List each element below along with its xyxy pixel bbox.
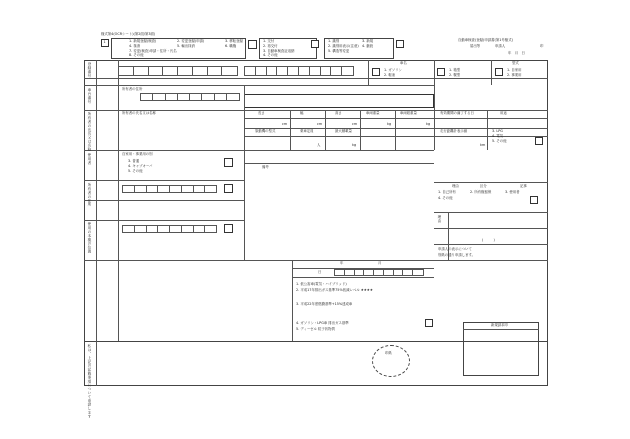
- registration-no-cells[interactable]: [118, 66, 238, 76]
- usage-checkbox[interactable]: [535, 137, 543, 145]
- header-date: 年 月 日: [508, 51, 525, 55]
- fuel-checkbox[interactable]: [372, 68, 380, 76]
- right-header-reason: 理由: [452, 184, 459, 188]
- model-label: 型式: [512, 61, 519, 65]
- issue-option-3: 3. 自動車検査証返納: [263, 49, 295, 53]
- applicant-note: 申請人の表示について: [438, 247, 472, 251]
- notes-checkbox[interactable]: [425, 319, 433, 327]
- right-reason-checkbox[interactable]: [530, 196, 538, 204]
- purpose-option-1: 1. 自家用: [507, 68, 522, 72]
- note-item-5: 5. ディーゼル 粒子状物質: [296, 327, 335, 331]
- right-header-class: 区分: [480, 184, 487, 188]
- owner-code-cells[interactable]: [140, 93, 240, 101]
- shape-option-4: 4. キャブオーバ: [128, 164, 153, 168]
- user-label: 使用者: [87, 153, 92, 165]
- unit-km: km: [480, 143, 486, 147]
- inspection-checkbox[interactable]: [396, 40, 404, 48]
- base-label: 使用の本拠の位置: [87, 222, 92, 254]
- fuel-option-2: 2. 軽油: [384, 73, 396, 77]
- note-item-1: 1. 低公害車(電気・ハイブリッド): [296, 282, 347, 286]
- owner-name-input[interactable]: [244, 94, 434, 108]
- right-reason-4: 4. その他: [438, 196, 453, 200]
- height-label: 高さ: [335, 111, 342, 115]
- shape-option-5: 5. その他: [128, 169, 143, 173]
- chassis-no-label: 車台番号: [87, 88, 92, 104]
- app-type-option-3: 3. 移転登録: [225, 39, 243, 43]
- registration-no-label: 登録番号: [87, 62, 92, 78]
- base-type-box[interactable]: [224, 224, 233, 233]
- engine-label: 原動機の型式: [255, 129, 276, 133]
- user-code-cells[interactable]: [122, 185, 217, 193]
- fuel-option-5: 5. その他: [492, 139, 507, 143]
- unit-kg-1: kg: [387, 122, 392, 126]
- inspection-option-3: 3. 新規: [362, 39, 374, 43]
- purpose-option-2: 2. 事業用: [507, 73, 522, 77]
- app-type-option-1: 1. 新規登録(検査): [129, 39, 157, 43]
- capacity-label: 乗車定員: [300, 129, 314, 133]
- form-notice: 届出等: [470, 44, 481, 48]
- unit-kg-2: kg: [426, 122, 431, 126]
- weight-label: 車両重量: [366, 111, 380, 115]
- app-type-option-4: 4. 抹消: [129, 44, 141, 48]
- sign-mark: 印: [540, 44, 544, 48]
- base-code-cells[interactable]: [122, 225, 217, 233]
- applicant-label: 申請人: [495, 44, 506, 48]
- new-receipt-label: 新規請求印: [491, 323, 508, 327]
- unit-kg-3: kg: [352, 143, 357, 147]
- form-title: 自動車検査(登録)申請書(第1号様式): [458, 38, 513, 42]
- inspection-option-5: 5. 構造等変更: [328, 49, 350, 53]
- app-type-option-8: 8. その他: [129, 53, 144, 57]
- unit-cm-2: cm: [317, 122, 323, 126]
- issue-option-2: 2. 再交付: [263, 44, 278, 48]
- owner-name-label: 所有者の氏名又は名称: [87, 112, 92, 151]
- app-type-option-7: 7. 変更(検査)申請・住所・氏名: [129, 49, 177, 53]
- date-cells[interactable]: [334, 269, 424, 276]
- right-reason-vertical: 理由: [437, 215, 442, 223]
- gross-weight-label: 車両総重量: [400, 111, 417, 115]
- applicant-note-2: 別紙の通り申請します。: [438, 253, 476, 257]
- shape-option-3: 3. 普通: [128, 159, 140, 163]
- note-item-4: 4. ガソリン・LPG車 排出ガス基準: [296, 321, 349, 325]
- shape-option-1: 1. 箱型: [449, 68, 461, 72]
- inspection-option-1: 1. 識別: [328, 39, 340, 43]
- right-reason-3: 3. 使用者: [505, 190, 520, 194]
- fuel-option-3: 3. LPG: [492, 129, 503, 133]
- form-code: 様式第4(OCRシート)(第2面/第3面): [101, 32, 156, 36]
- load-label: 最大積載量: [335, 129, 352, 133]
- paren-field-1: ( ): [482, 238, 495, 242]
- month-label: 月: [378, 261, 382, 265]
- unit-cm-1: cm: [282, 122, 288, 126]
- shape-option-2: 2. 幌型: [449, 73, 461, 77]
- unit-cm-3: cm: [352, 122, 358, 126]
- shape-select-box[interactable]: [224, 158, 233, 167]
- purpose-checkbox[interactable]: [495, 68, 503, 76]
- owner-address-label: 所有者の住所: [87, 183, 92, 207]
- notes-label: 備考: [262, 165, 269, 169]
- purpose-label: 自家用・事業用の別: [122, 152, 153, 156]
- inspection-option-4: 4. 継続: [362, 44, 374, 48]
- stamp-label: 印紙: [385, 351, 392, 355]
- valid-until-label: 有効期間の満了する日: [440, 111, 474, 115]
- right-header-note: 記事: [520, 184, 527, 188]
- issue-option-4: 4. その他: [263, 53, 278, 57]
- width-label: 幅: [300, 111, 304, 115]
- owner-name-hint: 所有者の氏名又は名称: [122, 111, 156, 115]
- year-label: 年: [340, 261, 344, 265]
- shape-checkbox[interactable]: [437, 68, 445, 76]
- car-type-label: 車名: [400, 61, 407, 65]
- owner-type-box[interactable]: [224, 184, 233, 193]
- fuel-option-4: 4. 電気: [492, 134, 504, 138]
- note-item-3: 3. 平成22年度燃費基準+15%達成車: [296, 302, 353, 306]
- new-receipt-box: [463, 322, 539, 376]
- unit-person: 人: [317, 143, 321, 147]
- bottom-left-note: 私は、上記の記載事項について申請します: [87, 344, 92, 419]
- sheet-number: 1: [103, 39, 106, 44]
- mileage-label: 走行距離計表示値: [440, 129, 468, 133]
- usage-label: 用途: [500, 111, 507, 115]
- right-reason-1: 1. 自己所有: [438, 190, 456, 194]
- length-label: 長さ: [258, 111, 265, 115]
- app-type-option-6: 6. 職権: [225, 44, 237, 48]
- app-type-option-5: 5. 輸出抹消: [177, 44, 195, 48]
- revenue-stamp-circle: [372, 345, 410, 377]
- inspection-option-2: 2. 識別用表示(注意): [328, 44, 359, 48]
- note-item-2: 2. 平成17年排出ガス基準75%低減レベル ★★★★: [296, 288, 373, 292]
- issue-checkbox[interactable]: [311, 40, 319, 48]
- app-type-option-2: 2. 変更登録(申請): [177, 39, 205, 43]
- day-label: 日: [318, 270, 322, 274]
- chassis-no-cells[interactable]: [244, 66, 354, 76]
- issue-option-1: 1. 交付: [263, 39, 275, 43]
- app-type-checkbox[interactable]: [248, 40, 257, 49]
- owner-address-hint: 所有者の住所: [122, 87, 143, 91]
- right-reason-2: 2. 所有権留保: [470, 190, 492, 194]
- fuel-option-1: 1. ガソリン: [384, 68, 402, 72]
